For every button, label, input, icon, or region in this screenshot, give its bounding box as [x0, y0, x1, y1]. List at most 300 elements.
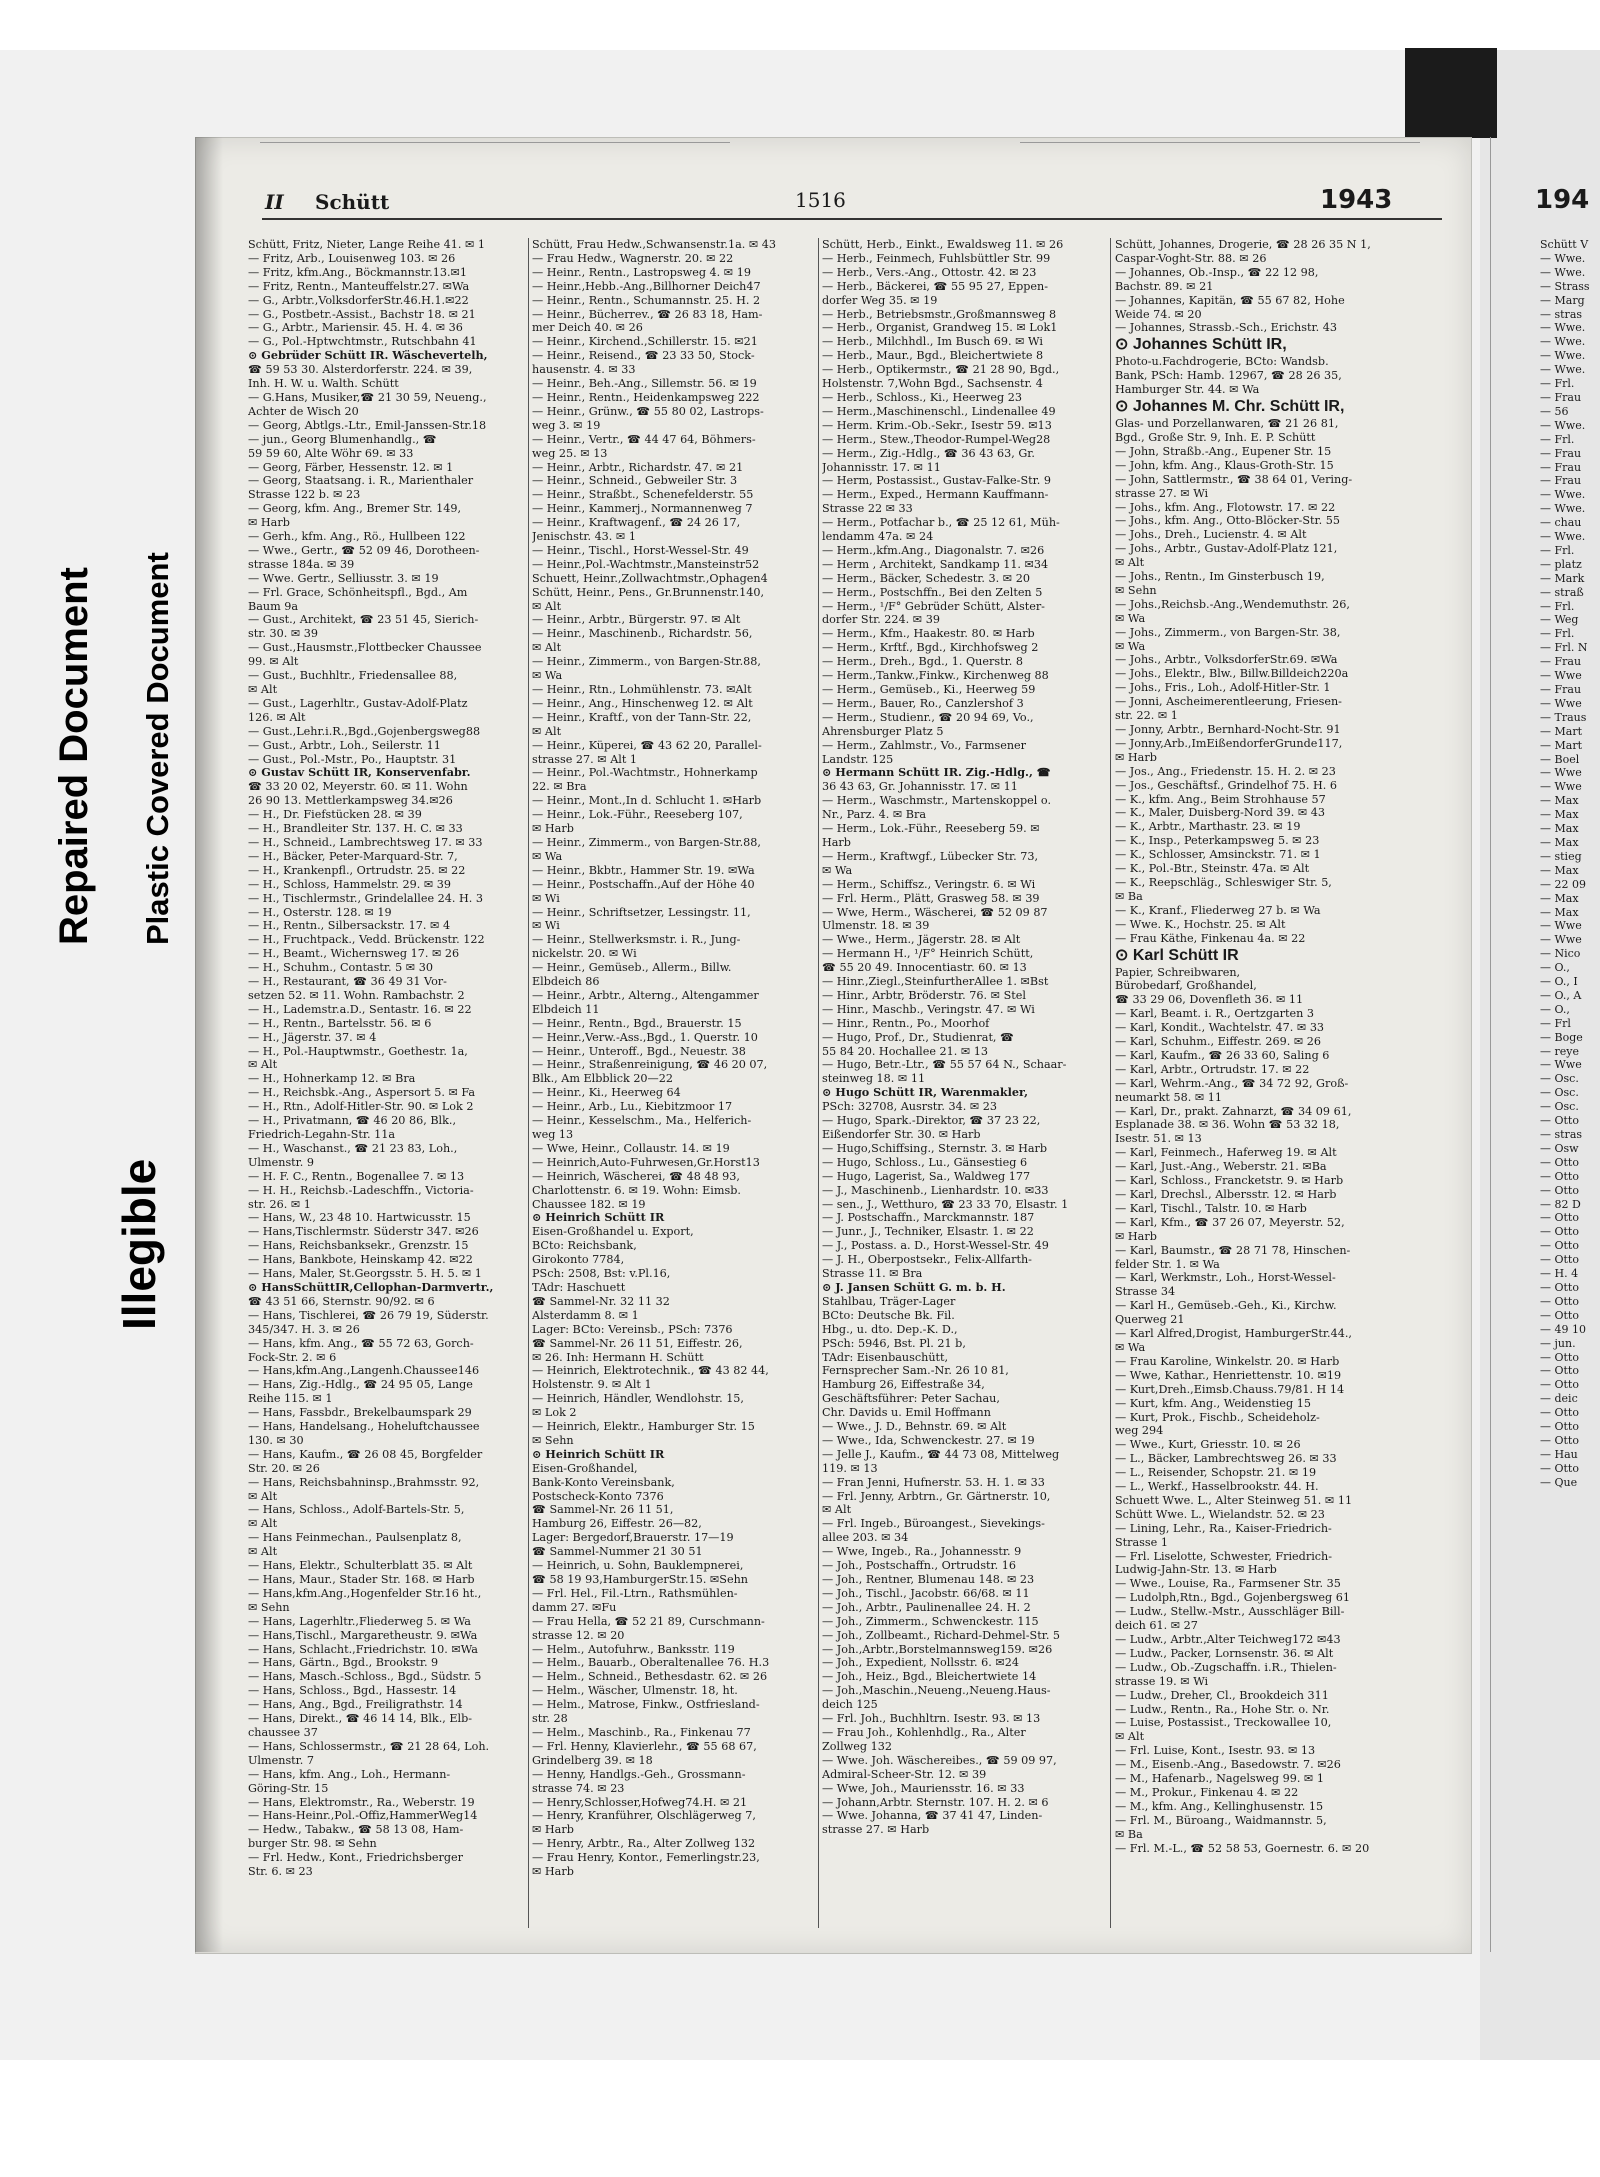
next-page-entry-fragment: — Otto	[1540, 1253, 1579, 1267]
directory-entry-line: ✉ Harb	[1115, 1229, 1157, 1243]
directory-entry-line: Papier, Schreibwaren,	[1115, 965, 1241, 979]
directory-entry-line: ✉ Alt	[532, 724, 562, 738]
directory-entry-line: — H. H., Reichsb.-Ladeschffn., Victoria-	[248, 1183, 474, 1197]
directory-entry-line: ⊙ Johannes M. Chr. Schütt IR,	[1115, 398, 1345, 416]
directory-entry-line: strasse 12. ✉ 20	[532, 1628, 625, 1642]
directory-entry-line: — Wwe., Herm., Jägerstr. 28. ✉ Alt	[822, 933, 1021, 947]
next-page-entry-fragment: — Wwe.	[1540, 530, 1586, 544]
directory-entry-line: — Kurt,Dreh.,Eimsb.Chauss.79/81. H 14	[1115, 1382, 1345, 1396]
directory-entry-line: — Wwe. K., Hochstr. 25. ✉ Alt	[1115, 917, 1286, 931]
next-page-entry-fragment: — Strass	[1540, 279, 1590, 293]
directory-entry-line: Alsterdamm 8. ✉ 1	[532, 1308, 639, 1322]
directory-entry-line: — Hans,kfm.Ang.,Langenh.Chaussee146	[248, 1364, 480, 1378]
directory-entry-line: 26 90 13. Mettlerkampsweg 34.✉26	[248, 794, 453, 808]
directory-entry-line: ☎ Sammel-Nr. 26 11 51,	[532, 1503, 674, 1517]
directory-entry-line: — Joh., Tischl., Jacobstr. 66/68. ✉ 11	[822, 1586, 1030, 1600]
directory-entry-line: Girokonto 7784,	[532, 1253, 625, 1267]
directory-entry-line: — Frl. Jenny, Arbtrn., Gr. Gärtnerstr. 10,	[822, 1489, 1051, 1503]
directory-entry-line: — Joh.,Maschin.,Neueng.,Neueng.Haus-	[822, 1684, 1051, 1698]
directory-entry-line: — Heinr., Kammerj., Normannenweg 7	[532, 502, 753, 516]
directory-entry-line: — Herm., Zahlmstr., Vo., Farmsener	[822, 738, 1027, 752]
next-page-entry-fragment: — Wwe	[1540, 933, 1582, 947]
next-page-entry-fragment: — Frl.	[1540, 432, 1575, 446]
next-page-entry-fragment: — Frau	[1540, 474, 1582, 488]
directory-entry-line: — Wwe., Louise, Ra., Farmsener Str. 35	[1115, 1577, 1341, 1591]
directory-entry-line: — Wwe., Kurt, Griesstr. 10. ✉ 26	[1115, 1438, 1301, 1452]
directory-entry-line: — Heinr., Schneid., Gebweiler Str. 3	[532, 474, 738, 488]
directory-entry-line: — Herm., Dreh., Bgd., 1. Querstr. 8	[822, 655, 1023, 669]
directory-entry-line: — Hans, Maler, St.Georgsstr. 5. H. 5. ✉ 1	[248, 1267, 482, 1281]
directory-entry-line: — J. H., Oberpostsekr., Felix-Allfarth-	[822, 1253, 1032, 1267]
directory-entry-line: — Georg, Färber, Hessenstr. 12. ✉ 1	[248, 460, 454, 474]
directory-entry-line: ⊙ HansSchüttIR,Cellophan-Darmvertr.,	[248, 1280, 494, 1294]
directory-entry-line: — Heinr., Ki., Heerweg 64	[532, 1086, 681, 1100]
directory-entry-line: — Heinr., Zimmerm., von Bargen-Str.88,	[532, 835, 761, 849]
directory-entry-line: 345/347. H. 3. ✉ 26	[248, 1322, 360, 1336]
directory-entry-line: — Karl, Arbtr., Ortrudstr. 17. ✉ 22	[1115, 1062, 1310, 1076]
directory-entry-line: — Wwe. Johanna, ☎ 37 41 47, Linden-	[822, 1809, 1043, 1823]
directory-entry-line: — Helm., Autofuhrw., Banksstr. 119	[532, 1642, 735, 1656]
directory-entry-line: ✉ Wa	[532, 669, 563, 683]
directory-entry-line: — John, Sattlermstr., ☎ 38 64 01, Vering-	[1115, 472, 1353, 486]
next-page-year: 194	[1535, 185, 1590, 215]
directory-entry-line: Friedrich-Legahn-Str. 11a	[248, 1128, 396, 1141]
directory-entry-line: ⊙ Karl Schütt IR	[1115, 946, 1239, 964]
directory-entry-line: — Heinrich, Elektr., Hamburger Str. 15	[532, 1420, 755, 1434]
directory-entry-line: ✉ Wa	[1115, 611, 1146, 625]
directory-entry-line: — jun., Georg Blumenhandlg., ☎	[248, 432, 437, 446]
directory-entry-line: — Karl, Kfm., ☎ 37 26 07, Meyerstr. 52,	[1115, 1215, 1345, 1229]
directory-entry-line: Zollweg 132	[822, 1739, 892, 1753]
directory-entry-line: — Joh.,Arbtr.,Borstelmannsweg159. ✉26	[822, 1642, 1053, 1656]
directory-entry-line: — Joh., Zollbeamt., Richard-Dehmel-Str. 5	[822, 1628, 1061, 1642]
directory-entry-line: — Gust.,Lehr.i.R.,Bgd.,Gojenbergsweg88	[248, 724, 481, 738]
directory-entry-line: PSch: 5946, Bst. Pl. 21 b,	[822, 1336, 966, 1350]
next-page-entry-fragment: — platz	[1540, 557, 1582, 571]
directory-entry-line: — John, kfm. Ang., Klaus-Groth-Str. 15	[1115, 458, 1334, 472]
directory-entry-line: Admiral-Scheer-Str. 12. ✉ 39	[822, 1767, 987, 1781]
next-page-entry-fragment: — Wwe.	[1540, 321, 1586, 335]
directory-entry-line: — Frau Hella, ☎ 52 21 89, Curschmann-	[532, 1614, 765, 1628]
directory-entry-line: Ulmenstr. 7	[248, 1753, 315, 1767]
directory-entry-line: — Herm., Gemüseb., Ki., Heerweg 59	[822, 683, 1036, 696]
directory-entry-line: steinweg 18. ✉ 11	[822, 1072, 926, 1086]
directory-entry-line: — sen., J., Wetthuro, ☎ 23 33 70, Elsastr. 1	[822, 1197, 1069, 1211]
directory-entry-line: BCto: Reichsbank,	[532, 1239, 637, 1253]
directory-entry-line: allee 203. ✉ 34	[822, 1531, 909, 1545]
next-page-entry-fragment: — Nico	[1540, 947, 1581, 961]
directory-entry-line: ✉ Sehn	[1115, 583, 1157, 597]
directory-entry-line: — Hugo, Prof., Dr., Studienrat, ☎	[822, 1030, 1014, 1044]
directory-entry-line: hausenstr. 4. ✉ 33	[532, 363, 636, 377]
directory-entry-line: strasse 184a. ✉ 39	[248, 557, 355, 571]
directory-entry-line: — Heinrich, u. Sohn, Bauklempnerei,	[532, 1559, 744, 1573]
directory-entry-line: str. 22. ✉ 1	[1115, 709, 1178, 723]
directory-entry-line: Holstenstr. 9. ✉ Alt 1	[532, 1378, 652, 1392]
directory-entry-line: — Jos., Geschäftsf., Grindelhof 75. H. 6	[1115, 778, 1338, 792]
header-rule	[262, 218, 1442, 220]
directory-entry-line: — Hans, Direkt., ☎ 46 14 14, Blk., Elb-	[248, 1712, 473, 1726]
directory-entry-line: — Helm., Maschinb., Ra., Finkenau 77	[532, 1725, 751, 1739]
directory-entry-line: ✉ Alt	[1115, 1730, 1145, 1744]
directory-entry-line: — Karl, Kondit., Wachtelstr. 47. ✉ 33	[1115, 1021, 1325, 1035]
directory-entry-line: Charlottenstr. 6. ✉ 19. Wohn: Eimsb.	[532, 1183, 741, 1197]
directory-entry-line: str. 28	[532, 1712, 568, 1726]
directory-entry-line: ✉ Harb	[532, 1823, 574, 1837]
next-page-entry-fragment: — Max	[1540, 863, 1579, 877]
directory-entry-line: — Karl, Schuhm., Eiffestr. 269. ✉ 26	[1115, 1035, 1322, 1049]
directory-entry-line: str. 30. ✉ 39	[248, 627, 318, 641]
directory-entry-line: — Heinr., Grünw., ☎ 55 80 02, Lastrops-	[532, 404, 764, 418]
next-page-entry-fragment: — jun.	[1540, 1336, 1576, 1350]
directory-entry-line: — Hans, kfm. Ang., ☎ 55 72 63, Gorch-	[248, 1336, 474, 1350]
directory-entry-line: — Johannes, Strassb.-Sch., Erichstr. 43	[1115, 321, 1337, 335]
directory-entry-line: ✉ Ba	[1115, 1827, 1143, 1841]
directory-entry-line: Esplanade 38. ✉ 36. Wohn ☎ 53 32 18,	[1115, 1118, 1340, 1132]
directory-entry-line: — K., Reepschläg., Schleswiger Str. 5,	[1115, 875, 1332, 889]
directory-entry-line: — Wwe, Kathar., Henriettenstr. 10. ✉19	[1115, 1368, 1342, 1382]
directory-entry-line: — Frl. Ingeb., Büroangest., Sievekings-	[822, 1517, 1045, 1531]
directory-entry-line: — Fritz, Rentn., Manteuffelstr.27. ✉Wa	[248, 279, 470, 293]
directory-entry-line: ✉ Alt	[248, 683, 278, 696]
directory-entry-line: Eisen-Großhandel,	[532, 1461, 638, 1475]
directory-entry-line: Hamburg 26, Eiffestraße 34,	[822, 1378, 985, 1392]
next-page-entry-fragment: — Wwe	[1540, 919, 1582, 933]
directory-entry-line: — Herm., Postschffn., Bei den Zelten 5	[822, 585, 1043, 599]
directory-entry-line: Lager: Bergedorf,Brauerstr. 17—19	[532, 1531, 734, 1545]
directory-entry-line: Bgd., Große Str. 9, Inh. E. P. Schütt	[1115, 430, 1316, 444]
directory-entry-line: — Karl, Schloss., Francketstr. 9. ✉ Harb	[1115, 1174, 1344, 1188]
directory-entry-line: — Ludw., Ob.-Zugschaffn. i.R., Thielen-	[1115, 1660, 1337, 1674]
directory-entry-line: ✉ Wi	[532, 891, 560, 905]
directory-entry-line: Blk., Am Elbblick 20—22	[532, 1072, 673, 1086]
directory-entry-line: — Herm , Architekt, Sandkamp 11. ✉34	[822, 557, 1049, 571]
directory-entry-line: ✉ Sehn	[532, 1433, 574, 1447]
directory-entry-line: — H., Dr. Fiefstücken 28. ✉ 39	[248, 808, 422, 822]
directory-entry-line: — Joh., Rentner, Blumenau 148. ✉ 23	[822, 1573, 1035, 1586]
directory-entry-line: — John, Straßb.-Ang., Eupener Str. 15	[1115, 444, 1332, 458]
directory-entry-line: mer Deich 40. ✉ 26	[532, 321, 643, 335]
directory-entry-line: — Hans, Elektr., Schulterblatt 35. ✉ Alt	[248, 1559, 473, 1573]
next-page-entry-fragment: — Frau	[1540, 446, 1582, 460]
directory-entry-line: — H., Restaurant, ☎ 36 49 31 Vor-	[248, 975, 447, 989]
next-page-entry-fragment: — Frau	[1540, 655, 1582, 669]
next-page-entry-fragment: — Wwe.	[1540, 265, 1586, 279]
directory-entry-line: Weide 74. ✉ 20	[1115, 307, 1202, 321]
next-page-entry-fragment: — Max	[1540, 822, 1579, 836]
directory-entry-line: — Heinr.,Verw.-Ass.,Bgd., 1. Querstr. 10	[532, 1030, 758, 1044]
top-rule-right	[1020, 142, 1420, 143]
directory-entry-line: — Hans, Fassbdr., Brekelbaumspark 29	[248, 1406, 472, 1420]
directory-entry-line: — Hugo, Schloss., Lu., Gänsestieg 6	[822, 1155, 1028, 1169]
directory-entry-line: — H., Tischlermstr., Grindelallee 24. H. 3	[248, 891, 483, 905]
next-page-entry-fragment: — Osc.	[1540, 1072, 1579, 1086]
directory-entry-line: — Frl. Henny, Klavierlehr., ☎ 55 68 67,	[532, 1739, 757, 1753]
next-page-entry-fragment: — Otto	[1540, 1225, 1579, 1239]
directory-entry-line: ☎ 59 53 30. Alsterdorferstr. 224. ✉ 39,	[248, 363, 473, 377]
directory-entry-line: ✉ Harb	[532, 1865, 574, 1879]
directory-entry-line: felder Str. 1. ✉ Wa	[1115, 1257, 1220, 1271]
directory-entry-line: — Fritz, kfm.Ang., Böckmannstr.13.✉1	[248, 265, 468, 279]
next-page-entry-fragment: — Otto	[1540, 1433, 1579, 1447]
directory-entry-line: — Karl, Werkmstr., Loh., Horst-Wessel-	[1115, 1271, 1336, 1285]
directory-entry-line: — L., Bäcker, Lambrechtsweg 26. ✉ 33	[1115, 1452, 1337, 1466]
directory-entry-line: 59 59 60, Alte Wöhr 69. ✉ 33	[248, 446, 414, 460]
directory-entry-line: — Hans, Handelsang., Hoheluftchaussee	[248, 1420, 480, 1434]
directory-entry-line: — H., Bäcker, Peter-Marquard-Str. 7,	[248, 849, 458, 863]
next-page-entry-fragment: — Frl.	[1540, 627, 1575, 641]
next-page-entry-fragment: — Max	[1540, 905, 1579, 919]
next-page-entry-fragment: — Wwe.	[1540, 488, 1586, 502]
directory-entry-line: — Hans,Tischl., Margaretheustr. 9. ✉Wa	[248, 1628, 478, 1642]
directory-entry-line: — Frau Joh., Kohlenhdlg., Ra., Alter	[822, 1725, 1026, 1739]
header-surname: Schütt	[315, 190, 390, 214]
directory-entry-line: deich 125	[822, 1698, 878, 1712]
directory-entry-line: ⊙ Hugo Schütt IR, Warenmakler,	[822, 1086, 1029, 1100]
directory-entry-line: — Heinr., Bkbtr., Hammer Str. 19. ✉Wa	[532, 863, 755, 877]
directory-entry-line: Caspar-Voght-Str. 88. ✉ 26	[1115, 251, 1267, 265]
directory-entry-line: — Ludw., Dreher, Cl., Brookdeich 311	[1115, 1688, 1329, 1702]
directory-entry-line: TAdr: Eisenbauschütt,	[822, 1350, 949, 1364]
directory-entry-line: — Heinr., Rentn., Bgd., Brauerstr. 15	[532, 1016, 742, 1030]
directory-entry-line: ✉ Wa	[1115, 639, 1146, 653]
directory-entry-line: PSch: 2508, Bst: v.Pl.16,	[532, 1267, 671, 1281]
directory-entry-line: — Herm., Waschmstr., Martenskoppel o.	[822, 794, 1052, 808]
directory-entry-line: — K., Pol.-Btr., Steinstr. 47a. ✉ Alt	[1115, 862, 1310, 876]
column-separator	[528, 238, 529, 1928]
next-page-entry-fragment: — Otto	[1540, 1406, 1579, 1420]
directory-entry-line: — Heinr., Maschinenb., Richardstr. 56,	[532, 627, 753, 641]
directory-entry-line: — Herm., Stew.,Theodor-Rumpel-Weg28	[822, 432, 1051, 446]
directory-entry-line: — Heinrich, Elektrotechnik., ☎ 43 82 44,	[532, 1364, 769, 1378]
directory-entry-line: — H., Lademstr.a.D., Sentastr. 16. ✉ 22	[248, 1002, 472, 1016]
directory-entry-line: Bachstr. 89. ✉ 21	[1115, 279, 1214, 293]
directory-entry-line: Strasse 11. ✉ Bra	[822, 1267, 923, 1281]
directory-entry-line: — Karl, Tischl., Talstr. 10. ✉ Harb	[1115, 1201, 1307, 1215]
directory-entry-line: — Karl, Dr., prakt. Zahnarzt, ☎ 34 09 61,	[1115, 1104, 1352, 1118]
directory-entry-line: — Ludw., Stellw.-Mstr., Ausschläger Bill-	[1115, 1605, 1345, 1619]
directory-entry-line: — Hugo,Schiffsing., Sternstr. 3. ✉ Harb	[822, 1141, 1048, 1155]
directory-entry-line: str. 26. ✉ 1	[248, 1197, 311, 1211]
next-page-entry-fragment: Schütt V	[1540, 238, 1589, 251]
directory-entry-line: 36 43 63, Gr. Johannisstr. 17. ✉ 11	[822, 780, 1018, 794]
directory-entry-line: — Heinr., Arbtr., Richardstr. 47. ✉ 21	[532, 460, 744, 474]
next-page-entry-fragment: — Que	[1540, 1475, 1578, 1489]
directory-entry-line: — Karl, Drechsl., Albersstr. 12. ✉ Harb	[1115, 1188, 1337, 1201]
directory-entry-line: ☎ 55 20 49. Innocentiastr. 60. ✉ 13	[822, 961, 1027, 975]
directory-entry-line: strasse 19. ✉ Wi	[1115, 1674, 1209, 1688]
directory-entry-line: — K., kfm. Ang., Beim Strohhause 57	[1115, 792, 1326, 806]
directory-entry-line: — H., Jägerstr. 37. ✉ 4	[248, 1030, 377, 1044]
directory-entry-line: — H., Rentn., Bartelsstr. 56. ✉ 6	[248, 1016, 432, 1030]
directory-entry-line: — Heinrich, Wäscherei, ☎ 48 48 93,	[532, 1169, 740, 1183]
directory-entry-line: Glas- und Porzellanwaren, ☎ 21 26 81,	[1115, 417, 1339, 431]
directory-entry-line: ✉ 26. Inh: Hermann H. Schütt	[532, 1350, 704, 1364]
directory-entry-line: — H. F. C., Rentn., Bogenallee 7. ✉ 13	[248, 1169, 465, 1183]
directory-entry-line: — Hinr., Maschb., Veringstr. 47. ✉ Wi	[822, 1002, 1035, 1016]
directory-entry-line: — Heinr., Vertr., ☎ 44 47 64, Böhmers-	[532, 432, 756, 446]
directory-entry-line: — H., Waschanst., ☎ 21 23 83, Loh.,	[248, 1141, 458, 1155]
directory-entry-line: — Heinr., Arb., Lu., Kiebitzmoor 17	[532, 1100, 733, 1114]
directory-entry-line: strasse 74. ✉ 23	[532, 1781, 625, 1795]
directory-entry-line: deich 61. ✉ 27	[1115, 1619, 1198, 1633]
directory-entry-line: — Heinr., Gemüseb., Allerm., Billw.	[532, 961, 732, 975]
directory-entry-line: — Ludolph,Rtn., Bgd., Gojenbergsweg 61	[1115, 1591, 1350, 1605]
directory-entry-line: strasse 27. ✉ Alt 1	[532, 752, 638, 766]
directory-entry-line: Hamburger Str. 44. ✉ Wa	[1115, 383, 1260, 397]
directory-entry-line: — H., Beamt., Wichernsweg 17. ✉ 26	[248, 947, 460, 961]
next-page-entry-fragment: — Frl. N	[1540, 641, 1588, 655]
directory-entry-line: — Jelle J., Kaufm., ☎ 44 73 08, Mittelweg	[822, 1447, 1060, 1461]
next-page-entry-fragment: — Max	[1540, 794, 1579, 808]
directory-entry-line: — Johs., Zimmerm., von Bargen-Str. 38,	[1115, 625, 1341, 639]
directory-entry-line: Schütt, Heinr., Pens., Gr.Brunnenstr.140,	[532, 585, 765, 599]
directory-entry-line: — Hans, Lagerhltr.,Fliederweg 5. ✉ Wa	[248, 1614, 471, 1628]
directory-entry-line: weg 3. ✉ 19	[532, 418, 601, 432]
next-page-entry-fragment: — Otto	[1540, 1461, 1579, 1475]
directory-entry-line: Nr., Parz. 4. ✉ Bra	[822, 808, 927, 822]
directory-entry-line: — H., Osterstr. 128. ✉ 19	[248, 905, 392, 919]
directory-entry-line: setzen 52. ✉ 11. Wohn. Rambachstr. 2	[248, 988, 465, 1002]
next-page-entry-fragment: — Otto	[1540, 1350, 1579, 1364]
directory-entry-line: — Hinr., Rentn., Po., Moorhof	[822, 1016, 990, 1030]
directory-entry-line: — L., Werkf., Hasselbrookstr. 44. H.	[1115, 1480, 1319, 1494]
directory-entry-line: Ludwig-Jahn-Str. 13. ✉ Harb	[1115, 1563, 1277, 1577]
directory-entry-line: — Karl, Wehrm.-Ang., ☎ 34 72 92, Groß-	[1115, 1076, 1349, 1090]
directory-entry-line: — Frl. Grace, Schönheitspfl., Bgd., Am	[248, 585, 468, 599]
next-page-entry-fragment: — Wwe.	[1540, 502, 1586, 516]
directory-entry-line: weg 25. ✉ 13	[532, 446, 608, 460]
directory-entry-line: — Hans, Schlacht.,Friedrichstr. 10. ✉Wa	[248, 1642, 478, 1656]
directory-entry-line: — Herm., Bäcker, Schedestr. 3. ✉ 20	[822, 571, 1030, 585]
directory-entry-line: ✉ Lok 2	[532, 1406, 577, 1420]
next-page-entry-fragment: — O., I	[1540, 975, 1578, 989]
next-page-entry-fragment: — Traus	[1540, 710, 1587, 724]
directory-entry-line: — Gerh., kfm. Ang., Rö., Hullbeen 122	[248, 530, 466, 544]
directory-entry-line: — Heinr., Kesselschm., Ma., Helferich-	[532, 1114, 752, 1128]
top-rule	[260, 142, 730, 143]
column-separator	[818, 238, 819, 1928]
directory-entry-line: — Johs., Dreh., Lucienstr. 4. ✉ Alt	[1115, 528, 1307, 542]
directory-entry-line: — Heinr., Rentn., Schumannstr. 25. H. 2	[532, 293, 761, 307]
directory-entry-line: — G., Arbtr.,VolksdorferStr.46.H.1.✉22	[248, 293, 469, 307]
directory-entry-line: — Heinr., Bücherrev., ☎ 26 83 18, Ham-	[532, 307, 763, 321]
directory-entry-line: — Wwe. Joh. Wäschereibes., ☎ 59 09 97,	[822, 1753, 1057, 1767]
directory-entry-line: — Heinr., Pol.-Wachtmstr., Hohnerkamp	[532, 766, 758, 780]
directory-entry-line: — H., Privatmann, ☎ 46 20 86, Blk.,	[248, 1114, 457, 1128]
directory-entry-line: ⊙ Gebrüder Schütt IR. Wäschevertelh,	[248, 349, 488, 363]
directory-entry-line: ✉ Alt	[248, 1058, 278, 1072]
directory-entry-line: — Kurt, Prok., Fischb., Scheideholz-	[1115, 1410, 1320, 1424]
directory-entry-line: — Heinr., Ang., Hinschenweg 12. ✉ Alt	[532, 696, 753, 710]
next-page-entry-fragment: — Mart	[1540, 724, 1582, 738]
directory-entry-line: — G., Postbetr.-Assist., Bachstr 18. ✉ 21	[248, 307, 476, 321]
directory-entry-line: — Junr., J., Techniker, Elsastr. 1. ✉ 22	[822, 1225, 1034, 1239]
directory-entry-line: — H., Fruchtpack., Vedd. Brückenstr. 122	[248, 933, 485, 947]
directory-entry-line: — Herb., Betriebsmstr.,Großmannsweg 8	[822, 307, 1057, 321]
next-page-entry-fragment: — Otto	[1540, 1155, 1579, 1169]
directory-entry-line: — Johs.,Reichsb.-Ang.,Wendemuthstr. 26,	[1115, 597, 1350, 611]
directory-entry-line: — Herm., Potfachar b., ☎ 25 12 61, Müh-	[822, 516, 1060, 530]
directory-entry-line: ✉ Harb	[1115, 750, 1157, 764]
next-page-entry-fragment: — O., A	[1540, 988, 1582, 1002]
directory-entry-line: chaussee 37	[248, 1725, 318, 1739]
directory-entry-line: Eißendorfer Str. 30. ✉ Harb	[822, 1128, 981, 1141]
next-page-entry-fragment: — Wwe	[1540, 766, 1582, 780]
directory-entry-line: ✉ Alt	[248, 1489, 278, 1503]
directory-entry-line: Ahrensburger Platz 5	[822, 724, 944, 738]
next-page-entry-fragment: — chau	[1540, 516, 1582, 530]
header-roman-numeral: II	[265, 190, 284, 214]
directory-entry-line: Chr. Davids u. Emil Hoffmann	[822, 1406, 991, 1420]
directory-entry-line: — Hugo, Betr.-Ltr., ☎ 55 57 64 N., Schaar-	[822, 1058, 1067, 1072]
next-page-entry-fragment: — deic	[1540, 1392, 1578, 1406]
directory-entry-line: ☎ Sammel-Nummer 21 30 51	[532, 1545, 703, 1559]
directory-entry-line: ✉ Alt	[532, 599, 562, 613]
next-page-entry-fragment: — Osw	[1540, 1141, 1579, 1155]
directory-entry-line: Jenischstr. 43. ✉ 1	[532, 530, 636, 544]
directory-entry-line: Holstenstr. 7,Wohn Bgd., Sachsenstr. 4	[822, 377, 1043, 391]
directory-entry-line: — Herb., Vers.-Ang., Ottostr. 42. ✉ 23	[822, 265, 1037, 279]
directory-entry-line: — Frl. Luise, Kont., Isestr. 93. ✉ 13	[1115, 1744, 1316, 1758]
directory-entry-line: — Karl, Kaufm., ☎ 26 33 60, Saling 6	[1115, 1048, 1330, 1062]
directory-entry-line: — H., Rtn., Adolf-Hitler-Str. 90. ✉ Lok 2	[248, 1100, 474, 1114]
directory-entry-line: — Johannes, Kapitän, ☎ 55 67 82, Hohe	[1115, 293, 1345, 307]
directory-entry-line: — H., Schloss, Hammelstr. 29. ✉ 39	[248, 877, 452, 891]
directory-entry-line: — Karl H., Gemüseb.-Geh., Ki., Kirchw.	[1115, 1299, 1337, 1313]
directory-entry-line: — Johannes, Ob.-Insp., ☎ 22 12 98,	[1115, 265, 1319, 279]
directory-entry-line: — Gust.,Hausmstr.,Flottbecker Chaussee	[248, 641, 482, 655]
directory-entry-line: — Heinr., Zimmerm., von Bargen-Str.88,	[532, 655, 761, 669]
directory-entry-line: — K., Kranf., Fliederweg 27 b. ✉ Wa	[1115, 903, 1321, 917]
directory-entry-line: — Heinr., Küperei, ☎ 43 62 20, Parallel-	[532, 738, 762, 752]
directory-entry-line: — Herm., Bauer, Ro., Canzlershof 3	[822, 696, 1024, 710]
directory-entry-line: ⊙ Hermann Schütt IR. Zig.-Hdlg., ☎	[822, 766, 1051, 780]
directory-entry-line: — Hans-Heinr.,Pol.-Offiz,HammerWeg14	[248, 1809, 478, 1823]
directory-entry-line: — Herb., Milchhdl., Im Busch 69. ✉ Wi	[822, 335, 1043, 349]
black-index-tab	[1405, 48, 1497, 138]
directory-entry-line: Achter de Wisch 20	[248, 404, 359, 418]
column-separator	[1110, 238, 1111, 1928]
directory-entry-line: — Joh., Zimmerm., Schwenckestr. 115	[822, 1614, 1039, 1628]
directory-entry-line: — Hinr.,Ziegl.,SteinfurtherAllee 1. ✉Bst	[822, 975, 1049, 989]
directory-entry-line: Landstr. 125	[822, 752, 894, 766]
next-page-entry-fragment: — Osc.	[1540, 1100, 1579, 1114]
directory-entry-line: — H., Schuhm., Contastr. 5 ✉ 30	[248, 961, 433, 975]
directory-entry-line: Schütt, Johannes, Drogerie, ☎ 28 26 35 N 1,	[1115, 238, 1371, 251]
directory-entry-line: ☎ 33 20 02, Meyerstr. 60. ✉ 11. Wohn	[248, 780, 468, 794]
next-page-entry-fragment: — O.,	[1540, 1002, 1570, 1016]
directory-entry-line: Stahlbau, Träger-Lager	[822, 1294, 956, 1308]
next-page-entry-fragment: — 49 10	[1540, 1322, 1586, 1336]
directory-entry-line: — G., Pol.-Hptwchtmstr., Rutschbahn 41	[248, 335, 477, 349]
directory-entry-line: Elbdeich 86	[532, 975, 600, 989]
directory-entry-line: — Georg, Abtlgs.-Ltr., Emil-Janssen-Str.18	[248, 418, 487, 432]
directory-entry-line: — K., Maler, Duisberg-Nord 39. ✉ 43	[1115, 806, 1325, 820]
directory-entry-line: — Herm., Krftf., Bgd., Kirchhofsweg 2	[822, 641, 1039, 655]
directory-entry-line: — Jos., Ang., Friedenstr. 15. H. 2. ✉ 23	[1115, 764, 1336, 778]
directory-entry-line: Bank, PSch: Hamb. 12967, ☎ 28 26 35,	[1115, 369, 1342, 383]
directory-entry-line: — Heinr., Arbtr., Bürgerstr. 97. ✉ Alt	[532, 613, 741, 627]
directory-entry-line: — Heinr., Kirchend.,Schillerstr. 15. ✉21	[532, 335, 758, 349]
directory-entry-line: — Gust., Pol.-Mstr., Po., Hauptstr. 31	[248, 752, 457, 766]
directory-entry-line: ✉ Wa	[1115, 1340, 1146, 1354]
directory-entry-line: — Heinr., Straßbt., Schenefelderstr. 55	[532, 488, 754, 502]
directory-entry-line: — Ludw., Arbtr.,Alter Teichweg172 ✉43	[1115, 1633, 1341, 1646]
directory-entry-line: — J., Postass. a. D., Horst-Wessel-Str. 49	[822, 1239, 1049, 1253]
directory-entry-line: — Gust., Arbtr., Loh., Seilerstr. 11	[248, 738, 441, 752]
next-page-entry-fragment: — Otto	[1540, 1308, 1579, 1322]
